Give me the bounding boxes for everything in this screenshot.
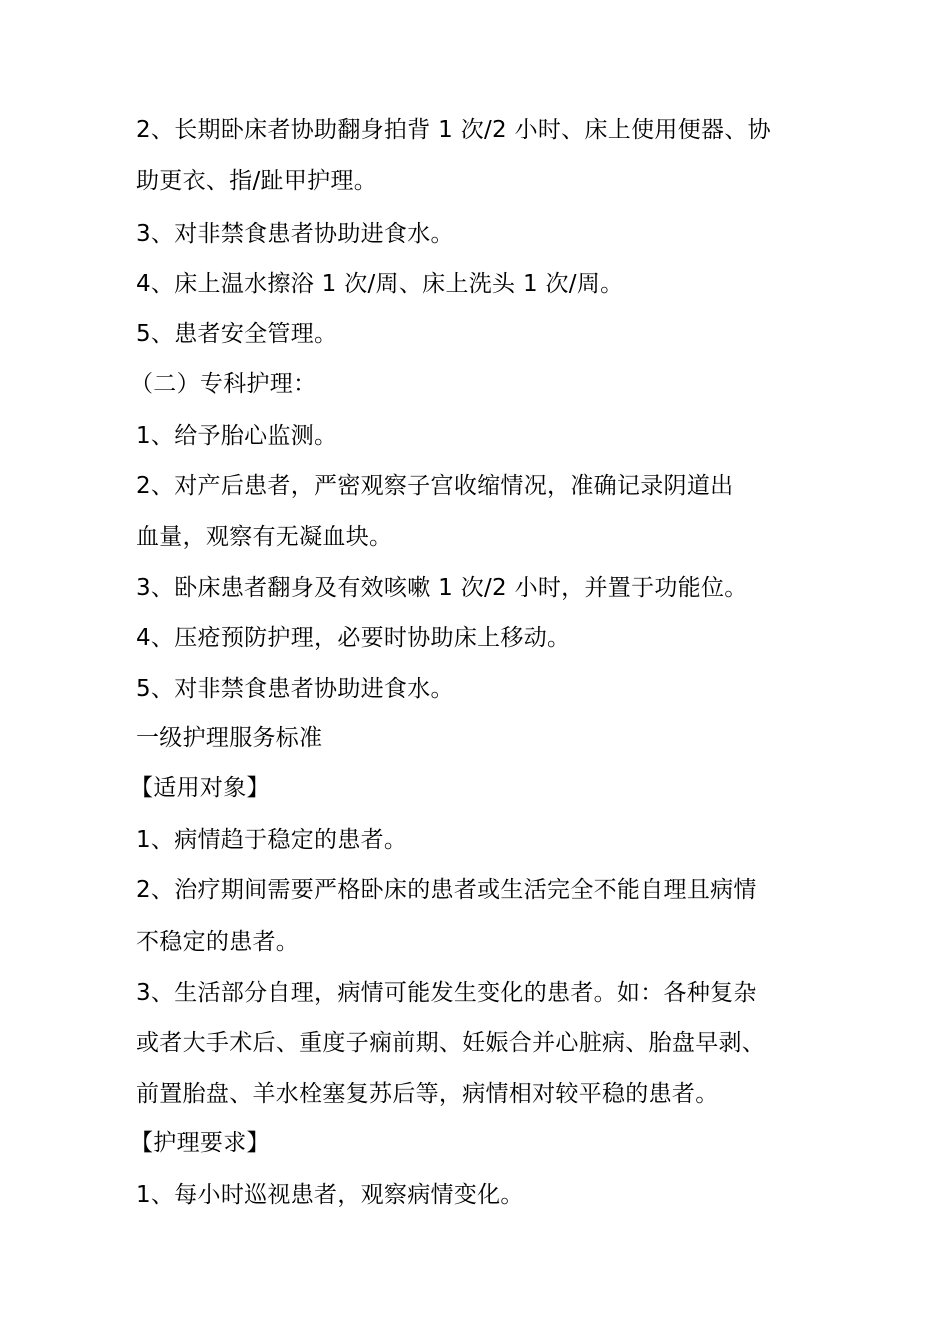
text-line: 2、对产后患者，严密观察子宫收缩情况，准确记录阴道出 <box>136 473 734 499</box>
text-line: 4、压疮预防护理，必要时协助床上移动。 <box>136 625 571 651</box>
section-title: 一级护理服务标准 <box>136 725 323 751</box>
section-heading: 【护理要求】 <box>130 1130 270 1156</box>
text-line: 2、长期卧床者协助翻身拍背 1 次/2 小时、床上使用便器、协 <box>136 117 771 143</box>
text-line: 3、对非禁食患者协助进食水。 <box>136 221 454 247</box>
text-line: 5、对非禁食患者协助进食水。 <box>136 676 454 702</box>
text-line: 或者大手术后、重度子痫前期、妊娠合并心脏病、胎盘早剥、 <box>136 1030 766 1056</box>
text-line: 1、每小时巡视患者，观察病情变化。 <box>136 1182 524 1208</box>
text-line: 5、患者安全管理。 <box>136 321 338 347</box>
text-line: 3、生活部分自理，病情可能发生变化的患者。如：各种复杂 <box>136 980 757 1006</box>
text-line: 血量，观察有无凝血块。 <box>136 524 393 550</box>
section-heading: 【适用对象】 <box>130 775 270 801</box>
text-line: 不稳定的患者。 <box>136 929 300 955</box>
text-line: 1、给予胎心监测。 <box>136 423 338 449</box>
text-line: 助更衣、指/趾甲护理。 <box>136 168 378 194</box>
text-line: 前置胎盘、羊水栓塞复苏后等，病情相对较平稳的患者。 <box>136 1081 719 1107</box>
section-heading: （二）专科护理： <box>130 371 317 397</box>
text-line: 3、卧床患者翻身及有效咳嗽 1 次/2 小时，并置于功能位。 <box>136 575 748 601</box>
text-line: 1、病情趋于稳定的患者。 <box>136 827 408 853</box>
text-line: 4、床上温水擦浴 1 次/周、床上洗头 1 次/周。 <box>136 271 624 297</box>
text-line: 2、治疗期间需要严格卧床的患者或生活完全不能自理且病情 <box>136 877 757 903</box>
